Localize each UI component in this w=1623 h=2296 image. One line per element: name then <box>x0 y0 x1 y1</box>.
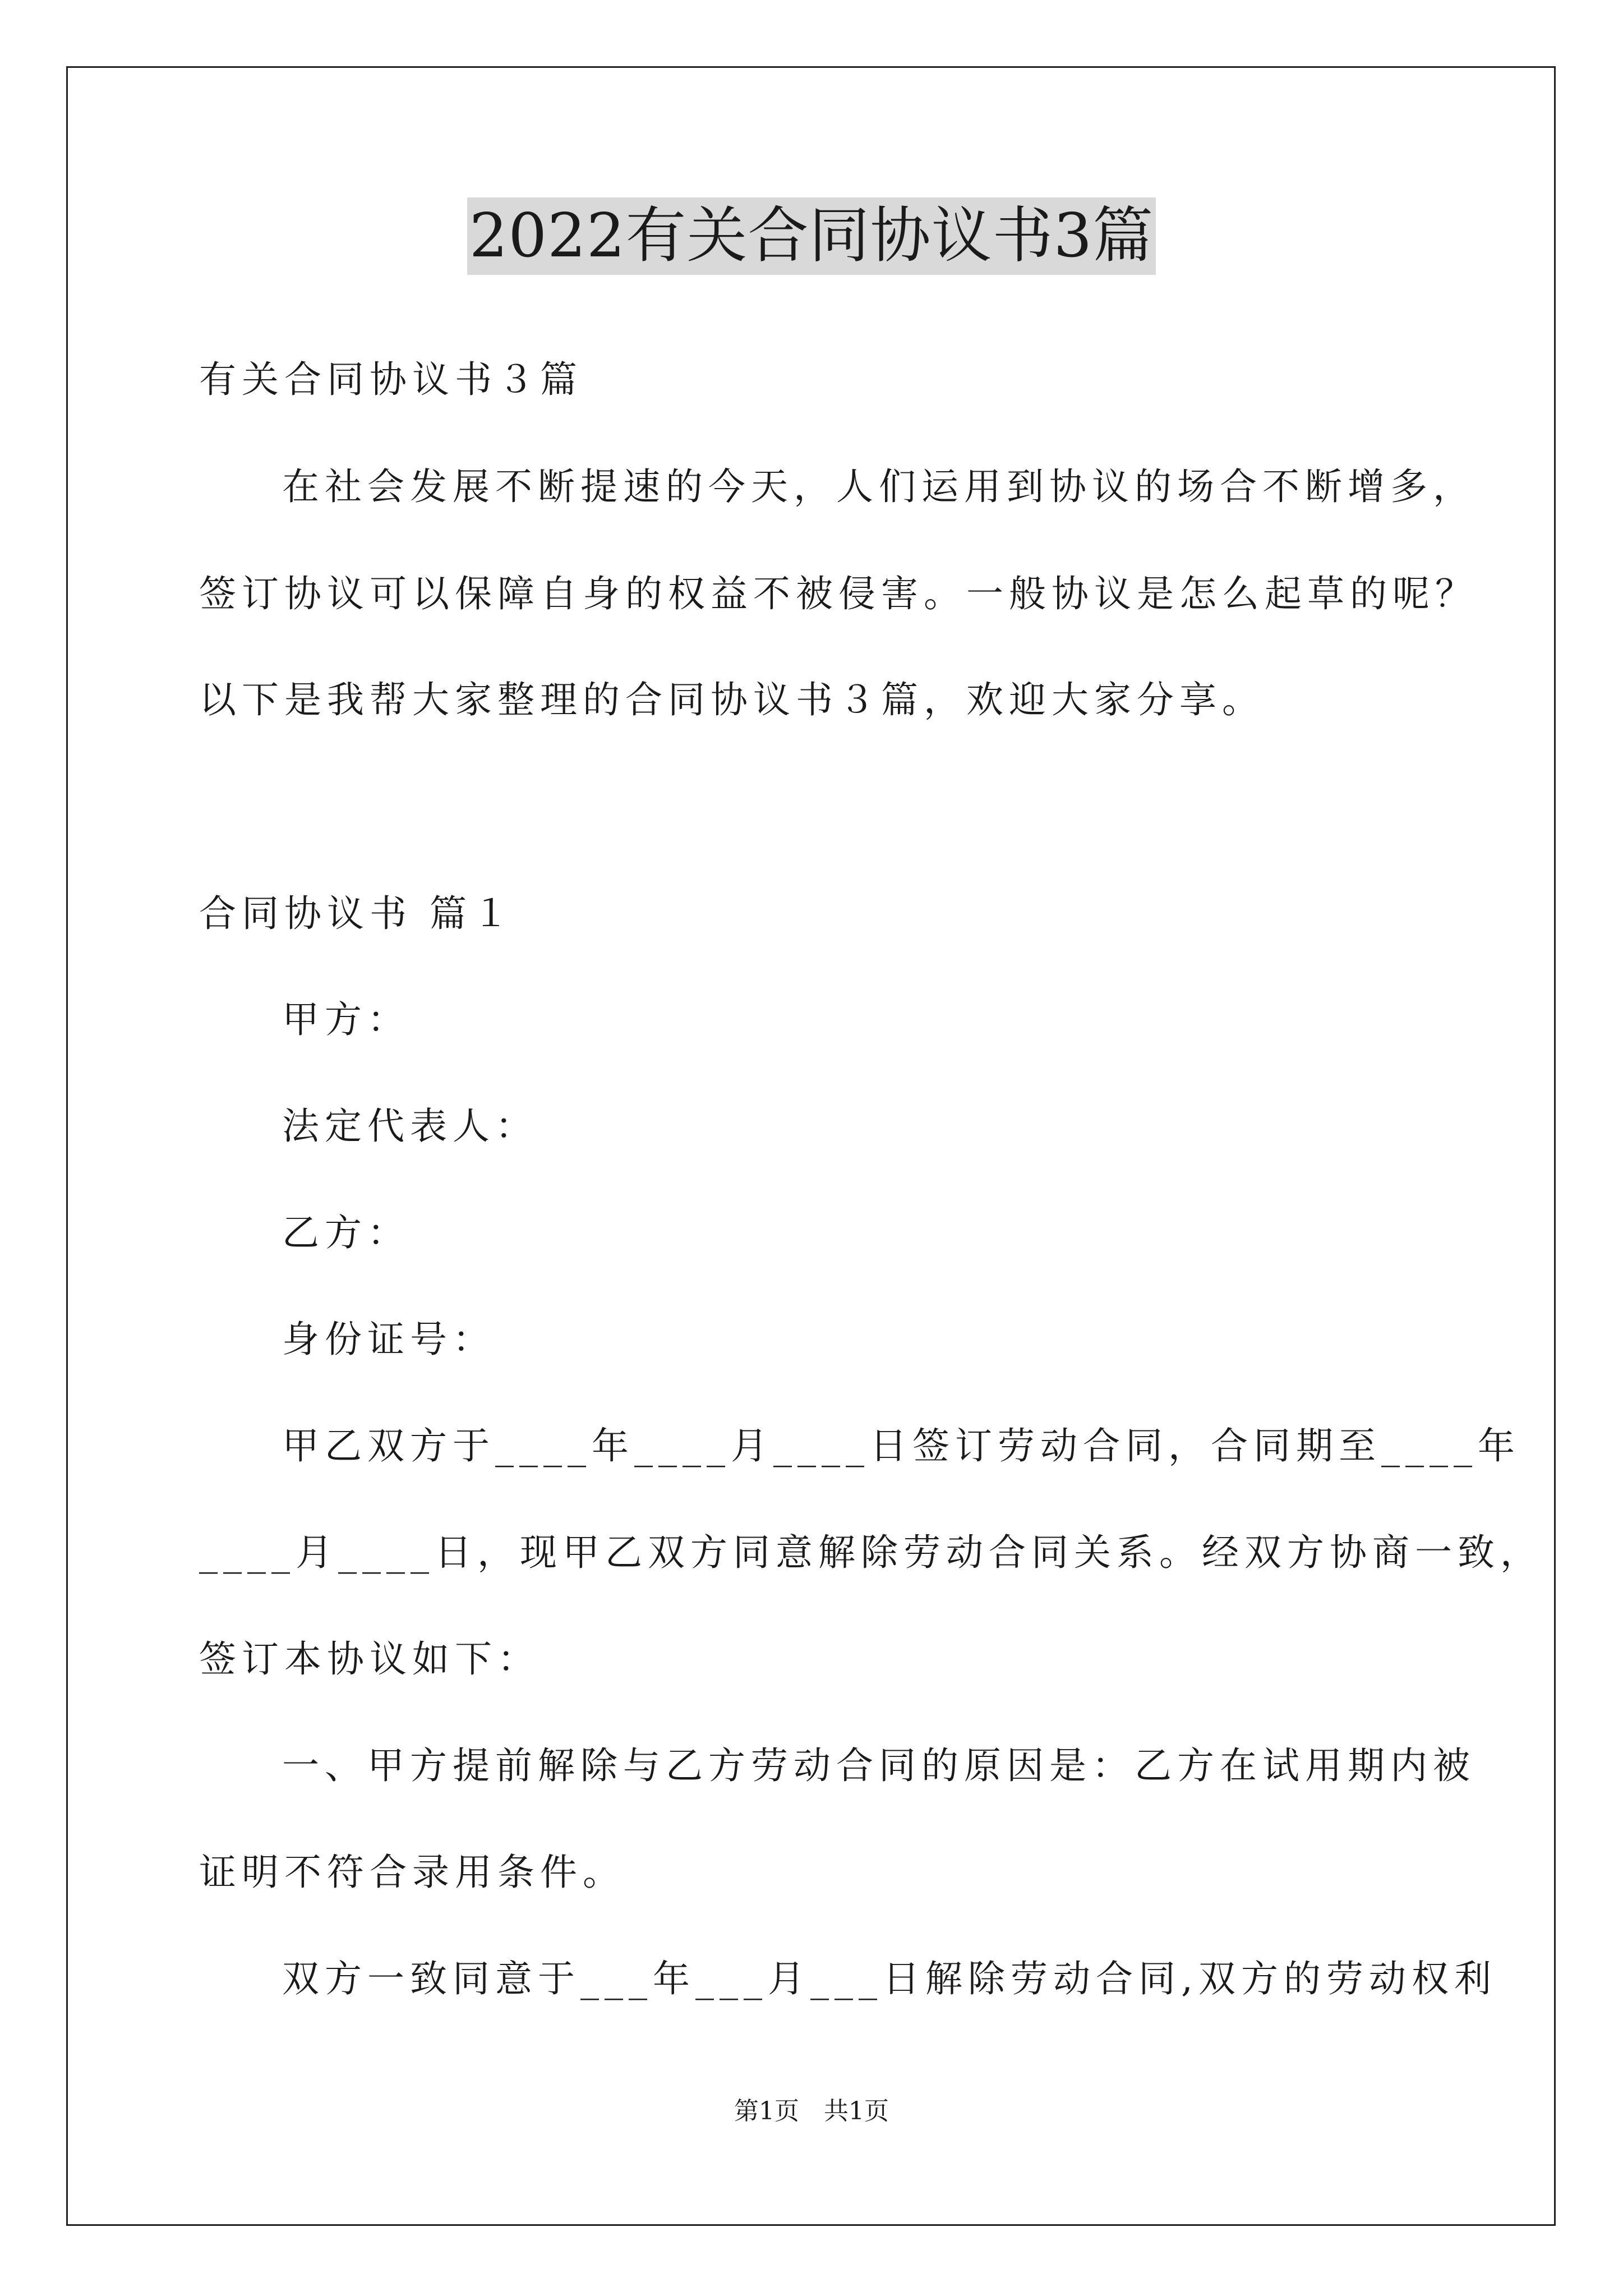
intro-line-1: 在社会发展不断提速的今天，人们运用到协议的场合不断增多， <box>282 465 1476 508</box>
body-line-6: 双方一致同意于___年___月___日解除劳动合同,双方的劳动权利 <box>282 1957 1497 2000</box>
field-id-number: 身份证号： <box>282 1318 495 1361</box>
document-title: 2022有关合同协议书3篇 <box>467 197 1156 275</box>
body-line-2: ____月____日，现甲乙双方同意解除劳动合同关系。经双方协商一致， <box>199 1531 1543 1574</box>
body-line-3: 签订本协议如下： <box>199 1637 540 1681</box>
intro-line-3: 以下是我帮大家整理的合同协议书３篇，欢迎大家分享。 <box>199 678 1265 721</box>
title-container <box>0 197 1623 275</box>
document-subtitle: 有关合同协议书３篇 <box>199 358 583 401</box>
field-legal-representative: 法定代表人： <box>282 1105 538 1148</box>
field-party-b: 乙方： <box>282 1211 410 1254</box>
intro-line-2: 签订协议可以保障自身的权益不被侵害。一般协议是怎么起草的呢？ <box>199 572 1478 615</box>
body-line-4: 一、甲方提前解除与乙方劳动合同的原因是：乙方在试用期内被 <box>282 1744 1476 1787</box>
body-line-1: 甲乙双方于____年____月____日签订劳动合同，合同期至____年 <box>282 1424 1520 1467</box>
page-number: 第1页 共1页 <box>734 2097 889 2125</box>
field-party-a: 甲方： <box>282 998 410 1041</box>
body-line-5: 证明不符合录用条件。 <box>199 1851 625 1894</box>
section-heading: 合同协议书 篇１ <box>199 892 515 935</box>
